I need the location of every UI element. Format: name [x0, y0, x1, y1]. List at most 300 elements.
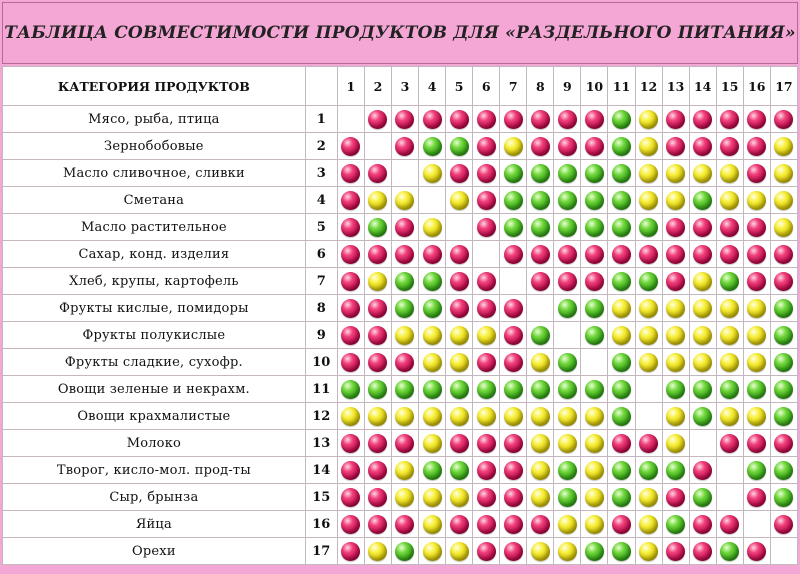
yellow-ball-icon	[423, 407, 442, 426]
red-ball-icon	[720, 218, 739, 237]
compat-cell	[770, 430, 797, 457]
green-ball-icon	[720, 272, 739, 291]
red-ball-icon	[341, 299, 360, 318]
compat-cell	[743, 484, 770, 511]
yellow-ball-icon	[666, 299, 685, 318]
table-row	[3, 187, 798, 214]
compat-cell	[500, 484, 527, 511]
green-ball-icon	[395, 272, 414, 291]
green-ball-icon	[720, 380, 739, 399]
compat-cell	[689, 268, 716, 295]
row-number: 15	[305, 484, 337, 511]
row-number: 9	[305, 322, 337, 349]
compat-cell	[581, 133, 608, 160]
green-ball-icon	[450, 137, 469, 156]
green-ball-icon	[585, 164, 604, 183]
category-label: Молоко	[3, 430, 306, 457]
category-label: Яйца	[3, 511, 306, 538]
table-row	[3, 430, 798, 457]
red-ball-icon	[450, 245, 469, 264]
compat-cell	[500, 457, 527, 484]
green-ball-icon	[639, 272, 658, 291]
yellow-ball-icon	[639, 164, 658, 183]
compat-cell	[419, 214, 446, 241]
compat-cell	[581, 403, 608, 430]
green-ball-icon	[477, 380, 496, 399]
red-ball-icon	[747, 272, 766, 291]
compat-cell	[662, 214, 689, 241]
red-ball-icon	[477, 434, 496, 453]
compat-cell	[337, 538, 364, 565]
red-ball-icon	[720, 434, 739, 453]
compat-cell	[500, 403, 527, 430]
red-ball-icon	[477, 461, 496, 480]
compat-cell	[662, 511, 689, 538]
column-header-4: 4	[419, 67, 446, 106]
compat-cell	[419, 538, 446, 565]
compat-cell	[770, 511, 797, 538]
yellow-ball-icon	[693, 164, 712, 183]
compat-cell	[527, 376, 554, 403]
compat-cell	[716, 349, 743, 376]
compat-cell	[608, 484, 635, 511]
compat-cell	[500, 349, 527, 376]
red-ball-icon	[720, 110, 739, 129]
green-ball-icon	[585, 380, 604, 399]
compat-cell	[689, 376, 716, 403]
green-ball-icon	[612, 488, 631, 507]
compat-cell	[446, 295, 473, 322]
compat-cell	[554, 376, 581, 403]
compat-cell	[337, 457, 364, 484]
red-ball-icon	[504, 515, 523, 534]
yellow-ball-icon	[639, 299, 658, 318]
green-ball-icon	[612, 137, 631, 156]
compat-cell	[391, 187, 418, 214]
compat-cell	[770, 457, 797, 484]
compat-cell	[635, 133, 662, 160]
yellow-ball-icon	[585, 461, 604, 480]
yellow-ball-icon	[423, 218, 442, 237]
red-ball-icon	[747, 434, 766, 453]
red-ball-icon	[747, 218, 766, 237]
red-ball-icon	[450, 434, 469, 453]
column-header-17: 17	[770, 67, 797, 106]
green-ball-icon	[531, 164, 550, 183]
red-ball-icon	[558, 110, 577, 129]
compat-cell	[364, 538, 391, 565]
compat-cell	[364, 511, 391, 538]
green-ball-icon	[774, 461, 793, 480]
compat-cell	[635, 349, 662, 376]
compat-cell	[608, 430, 635, 457]
compat-cell	[364, 349, 391, 376]
compat-cell	[473, 349, 500, 376]
red-ball-icon	[774, 272, 793, 291]
compat-cell	[391, 484, 418, 511]
compat-cell	[716, 295, 743, 322]
yellow-ball-icon	[531, 488, 550, 507]
compat-cell	[581, 268, 608, 295]
green-ball-icon	[450, 380, 469, 399]
red-ball-icon	[639, 434, 658, 453]
table-row	[3, 457, 798, 484]
row-number: 7	[305, 268, 337, 295]
green-ball-icon	[395, 299, 414, 318]
compat-cell	[419, 376, 446, 403]
red-ball-icon	[639, 245, 658, 264]
category-label: Творог, кисло-мол. прод-ты	[3, 457, 306, 484]
compat-cell	[743, 268, 770, 295]
row-number: 4	[305, 187, 337, 214]
compat-cell	[635, 268, 662, 295]
compat-cell	[473, 403, 500, 430]
compat-cell	[473, 484, 500, 511]
green-ball-icon	[612, 164, 631, 183]
compat-cell	[500, 133, 527, 160]
compat-cell	[689, 241, 716, 268]
yellow-ball-icon	[558, 542, 577, 561]
red-ball-icon	[395, 218, 414, 237]
compat-cell	[608, 106, 635, 133]
compat-cell	[446, 241, 473, 268]
compat-cell	[662, 538, 689, 565]
green-ball-icon	[693, 407, 712, 426]
yellow-ball-icon	[423, 434, 442, 453]
category-label: Овощи крахмалистые	[3, 403, 306, 430]
table-row	[3, 133, 798, 160]
red-ball-icon	[477, 218, 496, 237]
red-ball-icon	[531, 515, 550, 534]
compat-cell	[689, 538, 716, 565]
compat-cell	[391, 160, 418, 187]
green-ball-icon	[558, 218, 577, 237]
yellow-ball-icon	[368, 272, 387, 291]
column-header-9: 9	[554, 67, 581, 106]
compat-cell	[662, 457, 689, 484]
yellow-ball-icon	[423, 515, 442, 534]
row-number: 2	[305, 133, 337, 160]
green-ball-icon	[774, 299, 793, 318]
compat-cell	[662, 268, 689, 295]
compat-cell	[770, 268, 797, 295]
red-ball-icon	[341, 515, 360, 534]
row-number: 10	[305, 349, 337, 376]
compat-cell	[473, 241, 500, 268]
yellow-ball-icon	[639, 191, 658, 210]
compat-cell	[337, 430, 364, 457]
compat-cell	[337, 349, 364, 376]
compat-cell	[608, 187, 635, 214]
compat-cell	[716, 268, 743, 295]
yellow-ball-icon	[368, 407, 387, 426]
yellow-ball-icon	[558, 407, 577, 426]
yellow-ball-icon	[368, 191, 387, 210]
red-ball-icon	[395, 515, 414, 534]
compat-cell	[770, 133, 797, 160]
red-ball-icon	[477, 110, 496, 129]
compat-cell	[554, 430, 581, 457]
compat-cell	[662, 241, 689, 268]
compat-cell	[689, 457, 716, 484]
yellow-ball-icon	[693, 299, 712, 318]
red-ball-icon	[341, 434, 360, 453]
compat-cell	[500, 160, 527, 187]
yellow-ball-icon	[666, 164, 685, 183]
green-ball-icon	[450, 461, 469, 480]
yellow-ball-icon	[558, 515, 577, 534]
compat-cell	[554, 511, 581, 538]
compat-cell	[770, 106, 797, 133]
yellow-ball-icon	[666, 353, 685, 372]
red-ball-icon	[774, 245, 793, 264]
compat-cell	[716, 187, 743, 214]
compat-cell	[581, 511, 608, 538]
red-ball-icon	[720, 245, 739, 264]
category-label: Сыр, брынза	[3, 484, 306, 511]
category-header: КАТЕГОРИЯ ПРОДУКТОВ	[3, 67, 306, 106]
category-label: Хлеб, крупы, картофель	[3, 268, 306, 295]
green-ball-icon	[585, 218, 604, 237]
compat-cell	[364, 106, 391, 133]
green-ball-icon	[612, 110, 631, 129]
yellow-ball-icon	[666, 191, 685, 210]
compat-cell	[364, 187, 391, 214]
green-ball-icon	[693, 488, 712, 507]
red-ball-icon	[368, 110, 387, 129]
compat-cell	[473, 295, 500, 322]
compat-cell	[635, 322, 662, 349]
compat-cell	[419, 106, 446, 133]
green-ball-icon	[720, 542, 739, 561]
compat-cell	[581, 187, 608, 214]
red-ball-icon	[747, 488, 766, 507]
compat-cell	[554, 187, 581, 214]
yellow-ball-icon	[585, 434, 604, 453]
red-ball-icon	[666, 488, 685, 507]
compat-cell	[581, 457, 608, 484]
compat-cell	[419, 457, 446, 484]
green-ball-icon	[693, 191, 712, 210]
red-ball-icon	[558, 245, 577, 264]
compat-cell	[364, 268, 391, 295]
table-row	[3, 403, 798, 430]
column-header-3: 3	[391, 67, 418, 106]
red-ball-icon	[774, 515, 793, 534]
red-ball-icon	[558, 137, 577, 156]
compat-cell	[743, 322, 770, 349]
compat-cell	[527, 511, 554, 538]
page-title: ТАБЛИЦА СОВМЕСТИМОСТИ ПРОДУКТОВ ДЛЯ «РАЗДЕЛЬНОГО ПИТАНИЯ»	[2, 2, 798, 64]
red-ball-icon	[368, 299, 387, 318]
compat-cell	[419, 403, 446, 430]
compat-cell	[391, 268, 418, 295]
compat-cell	[419, 430, 446, 457]
compat-cell	[608, 295, 635, 322]
compat-cell	[635, 214, 662, 241]
yellow-ball-icon	[774, 137, 793, 156]
compat-cell	[391, 214, 418, 241]
green-ball-icon	[558, 488, 577, 507]
category-label: Фрукты полукислые	[3, 322, 306, 349]
red-ball-icon	[450, 164, 469, 183]
compat-cell	[473, 322, 500, 349]
compat-cell	[608, 214, 635, 241]
compat-cell	[554, 295, 581, 322]
compat-cell	[743, 133, 770, 160]
yellow-ball-icon	[747, 299, 766, 318]
compat-cell	[635, 160, 662, 187]
yellow-ball-icon	[395, 461, 414, 480]
green-ball-icon	[612, 380, 631, 399]
compat-cell	[500, 430, 527, 457]
red-ball-icon	[693, 137, 712, 156]
compat-cell	[770, 160, 797, 187]
compat-cell	[391, 376, 418, 403]
compat-cell	[689, 133, 716, 160]
compat-cell	[337, 214, 364, 241]
yellow-ball-icon	[395, 488, 414, 507]
compat-cell	[527, 241, 554, 268]
red-ball-icon	[341, 461, 360, 480]
compat-cell	[662, 295, 689, 322]
compat-cell	[446, 214, 473, 241]
compat-cell	[527, 106, 554, 133]
compat-cell	[500, 538, 527, 565]
compat-cell	[446, 322, 473, 349]
green-ball-icon	[612, 218, 631, 237]
yellow-ball-icon	[450, 191, 469, 210]
yellow-ball-icon	[368, 542, 387, 561]
red-ball-icon	[747, 164, 766, 183]
yellow-ball-icon	[720, 191, 739, 210]
red-ball-icon	[666, 542, 685, 561]
yellow-ball-icon	[477, 326, 496, 345]
row-number: 16	[305, 511, 337, 538]
green-ball-icon	[531, 380, 550, 399]
compat-cell	[391, 349, 418, 376]
compat-cell	[554, 322, 581, 349]
column-header-14: 14	[689, 67, 716, 106]
compat-cell	[635, 403, 662, 430]
compat-cell	[391, 430, 418, 457]
red-ball-icon	[612, 515, 631, 534]
compat-cell	[473, 538, 500, 565]
yellow-ball-icon	[720, 353, 739, 372]
red-ball-icon	[585, 272, 604, 291]
compat-cell	[716, 214, 743, 241]
compat-cell	[473, 268, 500, 295]
compat-cell	[527, 538, 554, 565]
compat-cell	[337, 160, 364, 187]
compat-cell	[419, 322, 446, 349]
compat-cell	[743, 241, 770, 268]
red-ball-icon	[395, 434, 414, 453]
compat-cell	[419, 268, 446, 295]
compat-cell	[608, 322, 635, 349]
green-ball-icon	[666, 380, 685, 399]
red-ball-icon	[341, 326, 360, 345]
compat-cell	[689, 187, 716, 214]
compat-cell	[581, 322, 608, 349]
yellow-ball-icon	[639, 353, 658, 372]
category-label: Фрукты кислые, помидоры	[3, 295, 306, 322]
compat-cell	[554, 106, 581, 133]
compat-cell	[364, 403, 391, 430]
red-ball-icon	[504, 299, 523, 318]
compat-cell	[391, 106, 418, 133]
compat-cell	[473, 106, 500, 133]
compat-cell	[662, 187, 689, 214]
compat-cell	[689, 295, 716, 322]
red-ball-icon	[504, 326, 523, 345]
row-number: 6	[305, 241, 337, 268]
green-ball-icon	[612, 353, 631, 372]
compat-cell	[500, 241, 527, 268]
compat-cell	[635, 430, 662, 457]
yellow-ball-icon	[612, 326, 631, 345]
green-ball-icon	[612, 542, 631, 561]
red-ball-icon	[693, 461, 712, 480]
green-ball-icon	[558, 191, 577, 210]
red-ball-icon	[774, 434, 793, 453]
compat-cell	[770, 241, 797, 268]
compat-cell	[391, 133, 418, 160]
green-ball-icon	[531, 191, 550, 210]
compat-cell	[554, 349, 581, 376]
compat-cell	[608, 160, 635, 187]
compat-cell	[500, 106, 527, 133]
green-ball-icon	[639, 461, 658, 480]
green-ball-icon	[666, 461, 685, 480]
green-ball-icon	[368, 218, 387, 237]
compat-cell	[391, 511, 418, 538]
compat-cell	[419, 133, 446, 160]
red-ball-icon	[585, 245, 604, 264]
green-ball-icon	[504, 380, 523, 399]
category-label: Масло растительное	[3, 214, 306, 241]
red-ball-icon	[341, 272, 360, 291]
compat-cell	[337, 106, 364, 133]
compat-cell	[554, 268, 581, 295]
compat-cell	[364, 214, 391, 241]
compat-cell	[581, 349, 608, 376]
column-header-6: 6	[473, 67, 500, 106]
compat-cell	[419, 349, 446, 376]
compat-cell	[770, 538, 797, 565]
red-ball-icon	[504, 245, 523, 264]
yellow-ball-icon	[531, 461, 550, 480]
red-ball-icon	[693, 542, 712, 561]
yellow-ball-icon	[423, 542, 442, 561]
row-number: 8	[305, 295, 337, 322]
compat-cell	[716, 133, 743, 160]
yellow-ball-icon	[504, 407, 523, 426]
compat-cell	[581, 376, 608, 403]
green-ball-icon	[612, 191, 631, 210]
red-ball-icon	[341, 542, 360, 561]
compat-cell	[527, 133, 554, 160]
compat-cell	[689, 322, 716, 349]
yellow-ball-icon	[693, 326, 712, 345]
compat-cell	[716, 457, 743, 484]
compat-cell	[473, 376, 500, 403]
yellow-ball-icon	[639, 542, 658, 561]
compat-cell	[716, 403, 743, 430]
green-ball-icon	[585, 191, 604, 210]
table-row	[3, 160, 798, 187]
compat-cell	[364, 133, 391, 160]
